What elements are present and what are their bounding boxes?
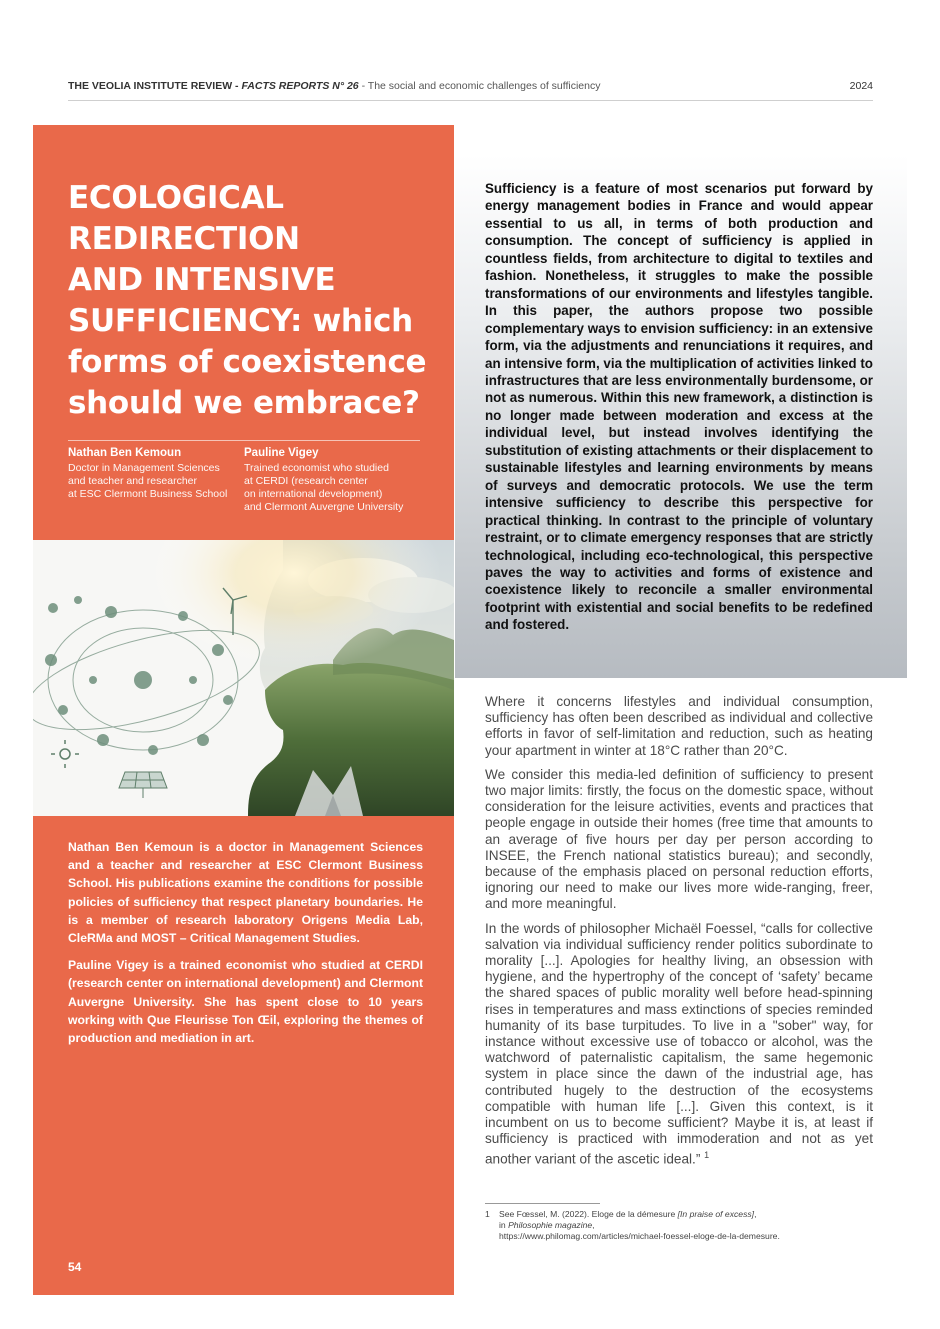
author-name: Nathan Ben Kemoun <box>68 447 182 459</box>
footnote-number: 1 <box>485 1209 490 1219</box>
header-year: 2024 <box>849 80 873 92</box>
header-divider <box>68 100 873 101</box>
author-block-1 <box>68 447 238 501</box>
bio-paragraph <box>68 838 423 947</box>
bio-text: is a doctor in Management Sciences and a teacher and researcher at ESC Clermont Business School. His publications examine the conditions for possible policies of sufficiency that respect planetary boundaries. He is a member of research laboratory Origens Media Lab, CleRMa and MOST – Critical Management Studies. <box>68 840 423 946</box>
footnote-text: in <box>499 1220 509 1230</box>
author-role-line: and Clermont Auvergne University <box>244 501 404 513</box>
title-line: should we embrace? <box>68 385 420 421</box>
body-paragraph <box>485 921 873 1169</box>
footnote-divider <box>485 1203 600 1204</box>
author-role-line: on international development) <box>244 488 383 500</box>
abstract-text: Sufficiency is a feature of most scenarios put forward by energy management bodies in France and would appear essential to us all, in terms of both production and consumption. The concept of sufficiency is applied in countless fields, from architecture to digital to textiles and fashion. Nonetheless, it struggles to make the possible transformations of our environments and lifestyles tangible. In this paper, the authors propose two possible complementary ways to envision sufficiency: in an extensive form, via the adjustments and renunciations it requires, and an intensive form, via the multiplication of activities linked to infrastructures that are less environmentally burdensome, or not as numerous. Within this new framework, a distinction is no longer made between moderation and excess at the individual level, but instead involves identifying the substitution of existing attachments or their displacement to sustainable lifestyles and learning environments by means of surveys and democratic protocols. We use the term intensive sufficiency to describe this perspective for practical thinking. In contrast to the principle of voluntary restraint, or to climate emergency responses that are strictly technological, including eco-technological, this perspective paves the way to activities and forms of existence and coexistence likely to reconcile a smaller environmental footprint with existential and social benefits to be redefined and fostered. <box>485 181 873 633</box>
footnote-italic: [In praise of excess] <box>677 1209 755 1219</box>
page-header <box>68 80 873 100</box>
bio-name: Nathan Ben Kemoun <box>68 840 194 854</box>
footnote <box>485 1209 873 1242</box>
author-role-line: at CERDI (research center <box>244 475 368 487</box>
author-name: Pauline Vigey <box>244 447 319 459</box>
title-line: forms of coexistence <box>68 344 427 380</box>
bio-name: Pauline Vigey <box>68 958 149 973</box>
footnote-line <box>499 1209 873 1220</box>
footnote-reference[interactable]: 1 <box>704 1150 710 1161</box>
footnote-text: See Fœssel, M. (2022). Eloge de la démesure <box>499 1209 678 1219</box>
footnote-italic: Philosophie magazine <box>508 1220 593 1230</box>
author-role-line: Trained economist who studied <box>244 462 389 474</box>
title-line: SUFFICIENCY: which <box>68 303 413 339</box>
title-line: AND INTENSIVE <box>68 262 336 298</box>
author-divider <box>68 440 420 441</box>
footnote-line <box>499 1220 873 1231</box>
author-role-line: Doctor in Management Sciences <box>68 462 220 474</box>
article-body <box>485 694 873 1176</box>
article-illustration <box>33 540 454 816</box>
bio-paragraph <box>68 956 423 1047</box>
page-number: 54 <box>68 1260 82 1274</box>
footnote-url[interactable]: https://www.philomag.com/articles/michael-foessel-eloge-de-la-demesure. <box>499 1231 780 1241</box>
footnote-text: , <box>592 1220 595 1230</box>
footnote-text: , <box>754 1209 757 1219</box>
illustration-svg <box>33 540 454 816</box>
header-brand: THE VEOLIA INSTITUTE REVIEW - <box>68 80 242 92</box>
author-block-2 <box>244 447 424 514</box>
article-title <box>68 178 438 424</box>
author-bios <box>68 838 423 1056</box>
body-paragraph: Where it concerns lifestyles and individual consumption, sufficiency has often been described as individual and collective efforts in favor of self-limitation and reduction, such as heating your apartment in winter at 18°C rather than 20°C. <box>485 694 873 758</box>
body-paragraph: We consider this media-led definition of sufficiency to present two major limits: firstly, the focus on the domestic space, without consideration for the leisure activities, events and practices that people engage in outside their homes (free time that amounts to an average of five hours per day per person according to INSEE, the French national statistics bureau); and secondly, because of the emphasis placed on personal reduction efforts, ignoring our need to make our lives more wide-ranging, freer, and more meaningful. <box>485 766 873 912</box>
author-role-line: at ESC Clermont Business School <box>68 488 228 500</box>
author-role-line: and teacher and researcher <box>68 475 197 487</box>
bio-text: is a trained economist who studied at CERDI (research center on international development) and Clermont Auvergne University. She has spent close to 10 years working with Que Fleurisse Ton Œil, exploring the themes of production and mediation in art. <box>68 958 423 1046</box>
body-paragraph-text: In the words of philosopher Michaël Foessel, “calls for collective salvation via individual sufficiency render politics subordinate to morality [...]. Apologies for healthy living, an obsession with hygiene, and the hypertrophy of the concept of ‘safety’ became the shared spaces of public morality well before head-spinning rises in temperatures and mass extinctions of species reminded humanity of its base turpitudes. To live in a "sober" way, for instance without excessive use of tobacco or alcohol, was the watchword of paternalistic capitalism, the same hegemonic system in place since the dawn of the industrial age, has contributed hugely to the destruction of the ecosystems compatible with human life [...]. Given this context, is it incumbent on us to become sufficient? Maybe it is, at least if sufficiency is practiced with immoderation and not as yet another variant of the ascetic ideal.” <box>485 920 873 1168</box>
header-subtitle: - The social and economic challenges of sufficiency <box>358 80 601 92</box>
title-line: REDIRECTION <box>68 221 300 257</box>
title-line: ECOLOGICAL <box>68 180 284 216</box>
header-series: FACTS REPORTS N° 26 <box>241 80 359 92</box>
